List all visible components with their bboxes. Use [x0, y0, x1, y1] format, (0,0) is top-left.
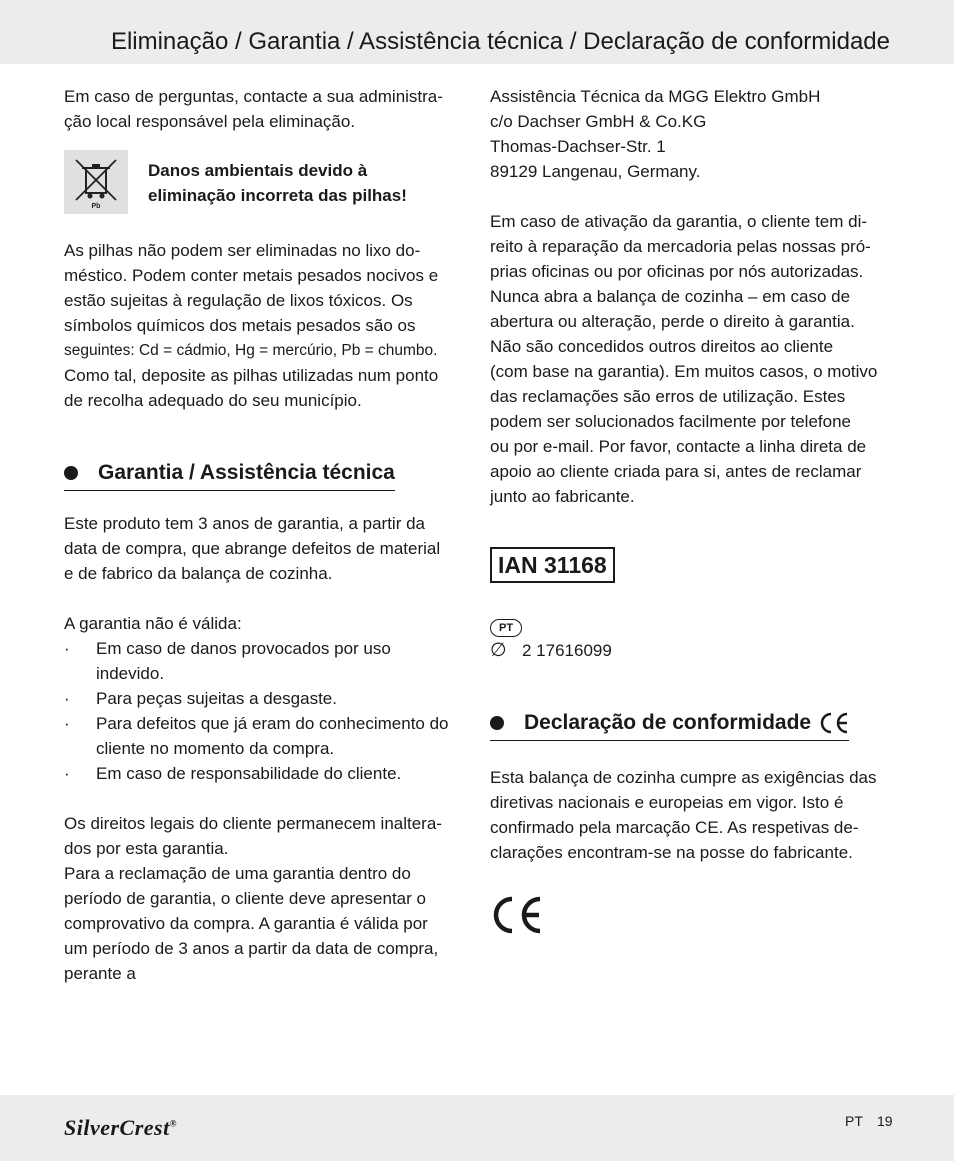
- activation-line: prias oficinas ou por oficinas por nós autorizadas.: [490, 262, 864, 281]
- battery-warning: [64, 150, 464, 214]
- list-item: [64, 761, 464, 786]
- right-column: [490, 84, 890, 942]
- list-bullet: ·: [64, 714, 70, 733]
- phone-icon: ∅: [490, 640, 507, 661]
- activation-line: (com base na garantia). Em muitos casos, o motivo: [490, 362, 878, 381]
- activation-line: reito à reparação da mercadoria pelas nossas pró-: [490, 237, 871, 256]
- list-bullet: ·: [64, 764, 70, 783]
- ce-mark-icon: [819, 712, 849, 734]
- list-item-line: indevido.: [96, 664, 165, 683]
- battery-line: de recolha adequado do seu município.: [64, 391, 362, 410]
- rights-line: período de garantia, o cliente deve apresentar o: [64, 889, 426, 908]
- warning-title: [148, 158, 407, 208]
- pb-label: Pb: [91, 203, 101, 210]
- activation-line: abertura ou alteração, perde o direito à garantia.: [490, 312, 855, 331]
- country-row: [490, 613, 890, 638]
- rights-line: Os direitos legais do cliente permanecem inaltera-: [64, 814, 442, 833]
- page-title: Eliminação / Garantia / Assistência técnica / Declaração de conformidade: [110, 28, 890, 55]
- address-line: Assistência Técnica da MGG Elektro GmbH: [490, 87, 821, 106]
- list-bullet: ·: [64, 639, 70, 658]
- invalid-list: [64, 636, 464, 786]
- warranty-line: e de fabrico da balança de cozinha.: [64, 564, 333, 583]
- activation-line: apoio ao cliente criada para si, antes de reclamar: [490, 462, 862, 481]
- battery-line: Como tal, deposite as pilhas utilizadas num ponto: [64, 366, 439, 385]
- conformity-line: clarações encontram-se na posse do fabricante.: [490, 843, 853, 862]
- hotline-row: [490, 638, 890, 663]
- rights-line: perante a: [64, 964, 136, 983]
- list-item: [64, 636, 464, 686]
- warranty-line: Este produto tem 3 anos de garantia, a partir da: [64, 514, 426, 533]
- list-item: [64, 711, 464, 761]
- conformity-heading: [490, 709, 849, 741]
- list-item-line: cliente no momento da compra.: [96, 739, 335, 758]
- rights-line: Para a reclamação de uma garantia dentro do: [64, 864, 411, 883]
- battery-line: estão sujeitas à regulação de lixos tóxicos. Os: [64, 291, 413, 310]
- activation-line: Não são concedidos outros direitos ao cliente: [490, 337, 834, 356]
- battery-line: seguintes: Cd = cádmio, Hg = mercúrio, Pb = chumbo.: [64, 342, 438, 359]
- page-header: [0, 0, 954, 64]
- battery-line: As pilhas não podem ser eliminadas no lixo do-: [64, 241, 421, 260]
- activation-line: Em caso de ativação da garantia, o cliente tem di-: [490, 212, 868, 231]
- list-bullet: ·: [64, 689, 70, 708]
- address-line: c/o Dachser GmbH & Co.KG: [490, 112, 707, 131]
- conformity-line: Esta balança de cozinha cumpre as exigências das: [490, 768, 877, 787]
- warning-line: Danos ambientais devido à: [148, 161, 368, 180]
- list-item-line: Para defeitos que já eram do conhecimento do: [96, 714, 449, 733]
- rights-line: dos por esta garantia.: [64, 839, 229, 858]
- activation-line: Nunca abra a balança de cozinha – em caso de: [490, 287, 851, 306]
- warranty-line: data de compra, que abrange defeitos de material: [64, 539, 441, 558]
- activation-line: ou por e-mail. Por favor, contacte a linha direta de: [490, 437, 867, 456]
- battery-line: méstico. Podem conter metais pesados nocivos e: [64, 266, 439, 285]
- activation-line: das reclamações são erros de utilização. Estes: [490, 387, 846, 406]
- heading-bullet-icon: [490, 716, 504, 730]
- conformity-line: diretivas nacionais e europeias em vigor. Isto é: [490, 793, 844, 812]
- list-item-line: Em caso de responsabilidade do cliente.: [96, 764, 402, 783]
- ian-number: IAN 31168: [490, 547, 615, 583]
- address-line: Thomas-Dachser-Str. 1: [490, 137, 666, 156]
- warning-line: eliminação incorreta das pilhas!: [148, 186, 407, 205]
- activation-line: junto ao fabricante.: [490, 487, 635, 506]
- heading-bullet-icon: [64, 466, 78, 480]
- intro-line: Em caso de perguntas, contacte a sua administra-: [64, 87, 443, 106]
- brand-name: SilverCrest: [64, 1115, 170, 1140]
- brand-registered-mark: ®: [169, 1118, 177, 1129]
- activation-line: podem ser solucionados facilmente por telefone: [490, 412, 851, 431]
- phone-number: 2 17616099: [522, 641, 612, 660]
- page-number: 19: [877, 1113, 893, 1129]
- country-badge: PT: [490, 619, 522, 637]
- invalid-title: A garantia não é válida:: [64, 614, 242, 633]
- brand-logo: [64, 1115, 177, 1141]
- conformity-line: confirmado pela marcação CE. As respetivas de-: [490, 818, 859, 837]
- intro-line: ção local responsável pela eliminação.: [64, 112, 356, 131]
- warranty-heading-text: Garantia / Assistência técnica: [98, 461, 395, 484]
- page-footer: [0, 1095, 954, 1161]
- warranty-heading: [64, 459, 395, 491]
- battery-line: símbolos químicos dos metais pesados são os: [64, 316, 416, 335]
- conformity-heading-text: Declaração de conformidade: [524, 711, 812, 734]
- footer-language: PT: [845, 1113, 863, 1129]
- address-line: 89129 Langenau, Germany.: [490, 162, 701, 181]
- rights-line: comprovativo da compra. A garantia é válida por: [64, 914, 428, 933]
- list-item: [64, 686, 464, 711]
- rights-line: um período de 3 anos a partir da data de compra,: [64, 939, 439, 958]
- ce-mark-large-icon: [490, 895, 542, 935]
- list-item-line: Em caso de danos provocados por uso: [96, 639, 391, 658]
- list-item-line: Para peças sujeitas a desgaste.: [96, 689, 337, 708]
- left-column: [64, 84, 464, 986]
- crossed-bin-icon: [64, 150, 128, 214]
